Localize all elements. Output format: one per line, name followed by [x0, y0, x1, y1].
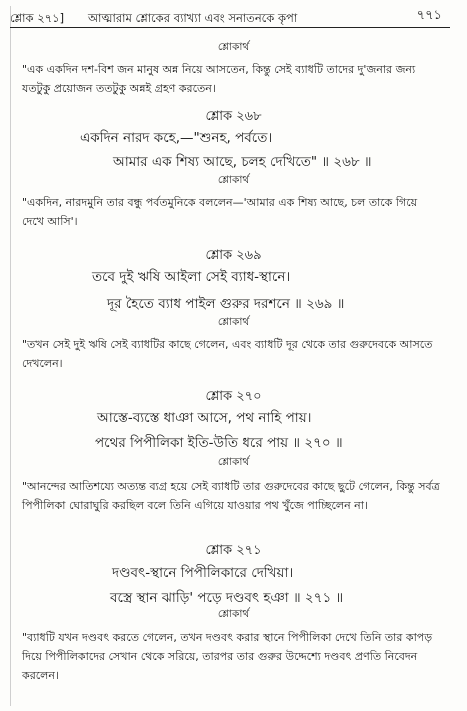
verse-title-268: শ্লোক ২৬৮	[205, 109, 262, 124]
translation-label: শ্লোকার্থ	[217, 316, 250, 328]
translation-text: "একদিন, নারদমুনি তার বন্ধু পর্বতমুনিকে বললেন—'আমার এক শিষ্য আছে, চল তাকে গিয়ে দেখে আসি'।	[22, 196, 418, 228]
verse-271-line-2: বস্ত্রে স্থান ঝাড়ি' পড়ে দণ্ডবৎ হঞা ॥ ২৭১ ॥	[110, 590, 344, 606]
verse-title-271: শ্লোক ২৭১	[205, 543, 262, 558]
verse-title-269: শ্লোক ২৬৯	[205, 248, 262, 263]
verse-268-line-2: আমার এক শিষ্য আছে, চলহ দেখিতে" ॥ ২৬৮ ॥	[113, 154, 372, 170]
verse-269-line-1: তবে দুই ঋষি আইলা সেই ব্যাধ-স্থানে।	[92, 269, 291, 285]
header-verse-ref: শ্লোক ২৭১]	[10, 11, 65, 25]
verse-270-line-1: আস্তে-ব্যস্তে ধাঞা আসে, পথ নাহি পায়।	[97, 410, 312, 426]
translation-label: শ্লোকার্থ	[217, 174, 250, 186]
header-rule	[10, 27, 450, 28]
header-chapter-title: আত্মারাম শ্লোকের ব্যাখ্যা এবং সনাতনকে কৃপা	[88, 11, 298, 25]
translation-label: শ্লোকার্থ	[217, 456, 250, 468]
translation-text: "এক একদিন দশ-বিশ জন মানুষ অন্ন নিয়ে আসতেন, কিন্তু সেই ব্যাধটি তাদের দু'জনার জন্য যতটুকু প্রয়োজন ততটুকু অন্নই গ্রহণ করতেন।	[22, 63, 416, 95]
translation-text: "ব্যাধটি যখন দণ্ডবৎ করতে গেলেন, তখন দণ্ডবৎ করার স্থানে পিপীলিকা দেখে তিনি তার কাপড় দিয়ে পিপীলিকাদের সেখান থেকে সরিয়ে, তারপর তার গুরুর উদ্দেশ্যে দণ্ডবৎ প্রণতি নিবেদন করলেন।	[22, 631, 433, 682]
translation-label: শ্লোকার্থ	[217, 608, 250, 620]
running-header	[10, 6, 442, 28]
translation-text: "আনন্দের আতিশয্যে অত্যন্ত ব্যগ্র হয়ে সেই ব্যাধটি তার গুরুদেবের কাছে ছুটে গেলেন, কিন্তু সর্বত্র পিপীলিকা ঘোরাঘুরি করছিল বলে তিনি এগিয়ে যাওয়ার পথ খুঁজে পাচ্ছিলেন না।	[22, 480, 440, 512]
verse-271-line-1: দণ্ডবৎ-স্থানে পিপীলিকারে দেখিয়া।	[112, 565, 294, 581]
translation-label: শ্লোকার্থ	[217, 41, 250, 53]
translation-text: "তখন সেই দুই ঋষি সেই ব্যাধটির কাছে গেলেন, এবং ব্যাধটি দূর থেকে তার গুরুদেবকে আসতে দেখলেন।	[22, 338, 433, 370]
page-number: ৭৭১	[416, 8, 442, 23]
verse-268-line-1: একদিন নারদ কহে,—"শুনহ, পর্বতে।	[80, 130, 273, 146]
verse-269-line-2: দূর হৈতে ব্যাধ পাইল গুরুর দরশনে ॥ ২৬৯ ॥	[107, 296, 345, 312]
verse-title-270: শ্লোক ২৭০	[205, 389, 262, 404]
verse-270-line-2: পথের পিপীলিকা ইতি-উতি ধরে পায় ॥ ২৭০ ॥	[95, 435, 343, 451]
